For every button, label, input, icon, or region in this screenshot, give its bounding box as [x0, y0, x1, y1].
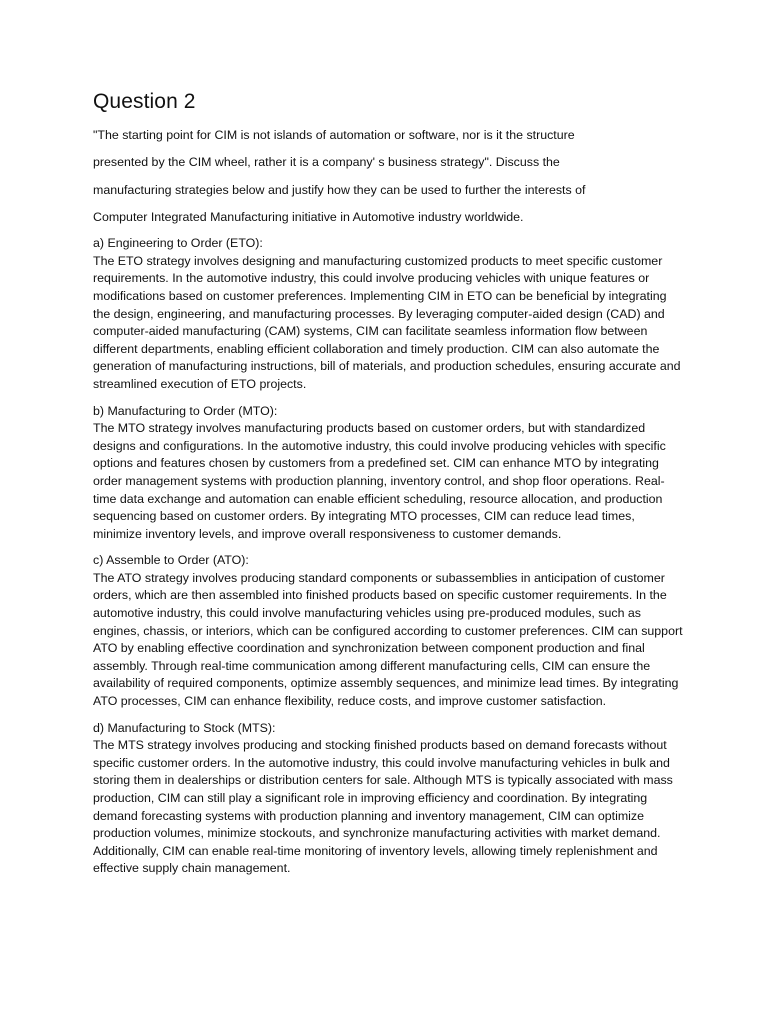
- section-heading: a) Engineering to Order (ETO):: [93, 236, 263, 251]
- section-ato: [93, 552, 683, 710]
- prompt-line: presented by the CIM wheel, rather it is a company' s business strategy". Discuss the: [93, 155, 560, 170]
- question-prompt: [93, 122, 683, 231]
- section-mts: [93, 720, 683, 878]
- section-heading: b) Manufacturing to Order (MTO):: [93, 403, 278, 418]
- page-title: Question 2: [93, 90, 196, 113]
- section-heading: d) Manufacturing to Stock (MTS):: [93, 720, 276, 735]
- section-mto: [93, 403, 683, 544]
- prompt-line: Computer Integrated Manufacturing initiative in Automotive industry worldwide.: [93, 209, 524, 224]
- section-heading: c) Assemble to Order (ATO):: [93, 553, 249, 568]
- section-body: The ETO strategy involves designing and manufacturing customized products to meet specific customer requirements. In the automotive industry, this could involve producing vehicles with unique features or modifications based on customer preferences. Implementing CIM in ETO can be beneficial by integrating the design, engineering, and manufacturing processes. By leveraging computer-aided design (CAD) and computer-aided manufacturing (CAM) systems, CIM can facilitate seamless information flow between different departments, enabling efficient collaboration and timely production. CIM can also automate the generation of manufacturing instructions, bill of materials, and production schedules, ensuring accurate and streamlined execution of ETO projects.: [93, 253, 681, 391]
- section-eto: [93, 235, 683, 393]
- section-body: The MTO strategy involves manufacturing products based on customer orders, but with standardized designs and configurations. In the automotive industry, this could involve producing vehicles with specific options and features chosen by customers from a predefined set. CIM can enhance MTO by integrating order management systems with production planning, inventory control, and shop floor operations. Real-time data exchange and automation can enable efficient scheduling, resource allocation, and production sequencing based on customer orders. By integrating MTO processes, CIM can reduce lead times, minimize inventory levels, and improve overall responsiveness to customer demands.: [93, 421, 666, 541]
- prompt-line: manufacturing strategies below and justify how they can be used to further the interests of: [93, 182, 586, 197]
- document-page: [93, 88, 683, 887]
- section-body: The MTS strategy involves producing and stocking finished products based on demand forecasts without specific customer orders. In the automotive industry, this could involve manufacturing vehicles in bulk and storing them in dealerships or distribution centers for sale. Although MTS is typically associated with mass production, CIM can still play a significant role in improving efficiency and coordination. By integrating demand forecasting systems with production planning and inventory management, CIM can optimize production volumes, minimize stockouts, and synchronize manufacturing activities with market demand. Additionally, CIM can enable real-time monitoring of inventory levels, allowing timely replenishment and effective supply chain management.: [93, 738, 673, 876]
- prompt-line: "The starting point for CIM is not islands of automation or software, nor is it the structure: [93, 128, 575, 142]
- section-body: The ATO strategy involves producing standard components or subassemblies in anticipation of customer orders, which are then assembled into finished products based on specific customer requirements. In the automotive industry, this could involve manufacturing vehicles using pre-produced modules, such as engines, chassis, or interiors, which can be configured according to customer preferences. CIM can support ATO by enabling effective coordination and synchronization between component production and final assembly. Through real-time communication among different manufacturing cells, CIM can ensure the availability of required components, optimize assembly sequences, and minimize lead times. By integrating ATO processes, CIM can enhance flexibility, reduce costs, and improve customer satisfaction.: [93, 570, 683, 709]
